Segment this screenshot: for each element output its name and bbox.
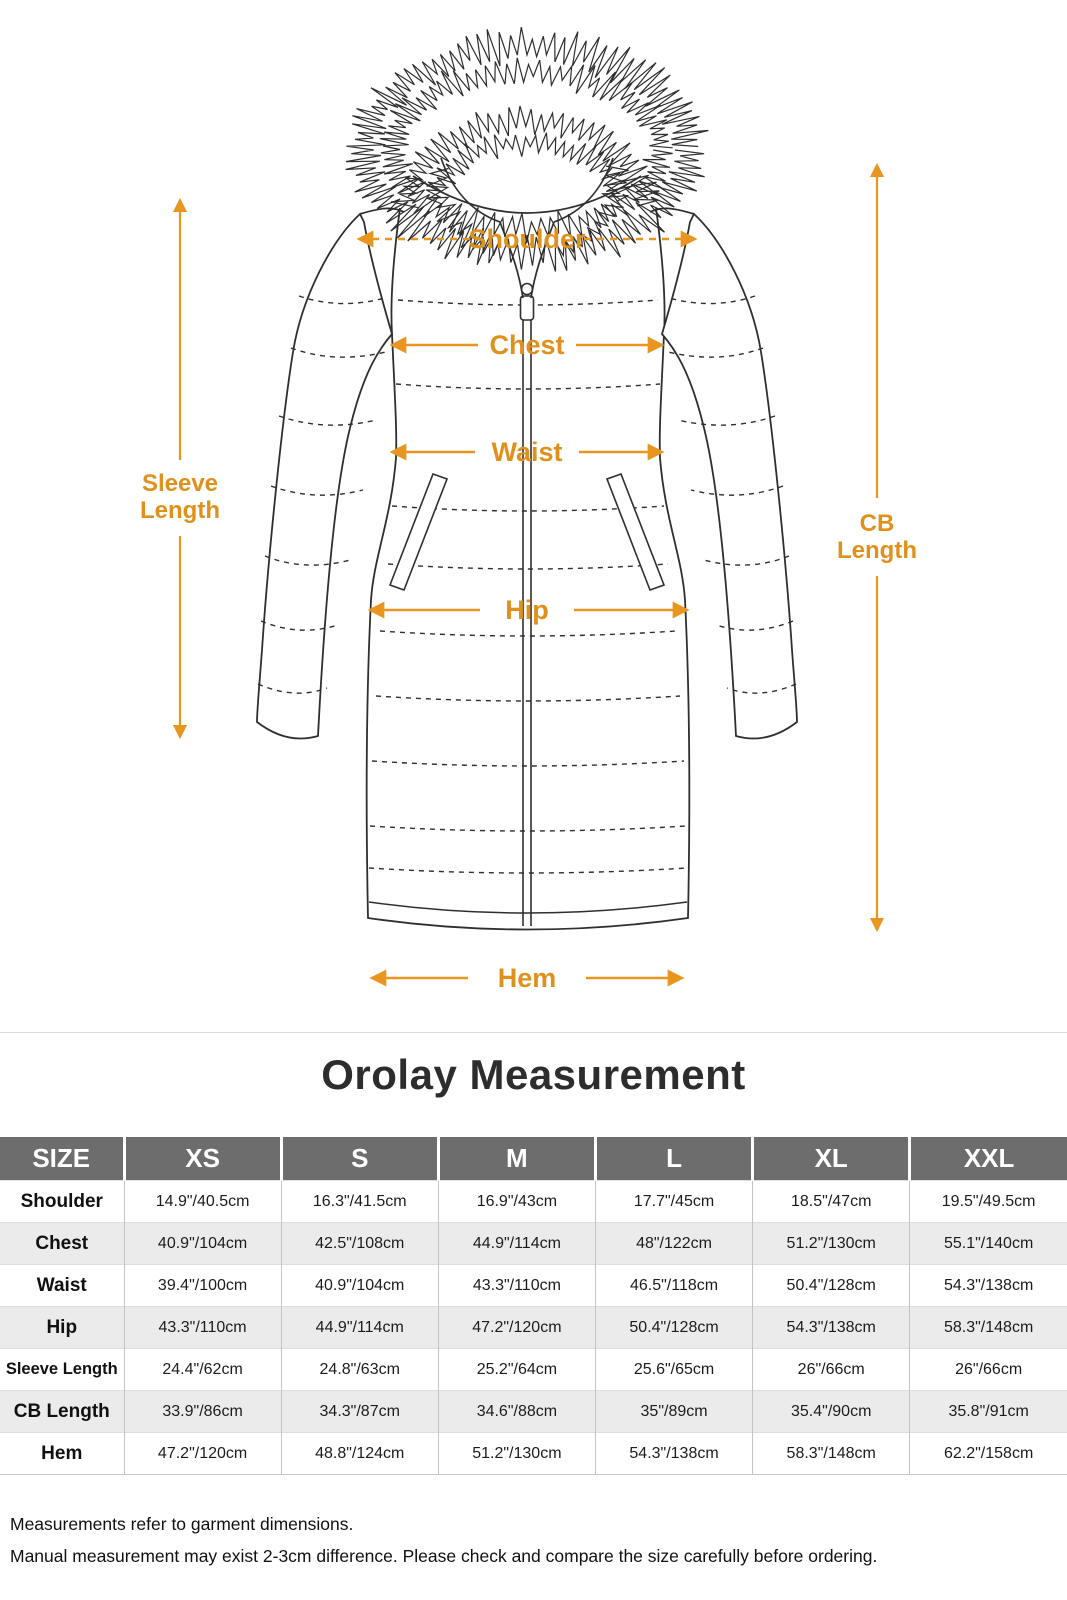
measurement-cell: 58.3"/148cm [753,1433,910,1475]
size-table-header-row [0,1137,1067,1181]
measurement-cell: 16.3"/41.5cm [281,1181,438,1223]
size-header: SIZE [0,1137,124,1181]
measurement-cell: 46.5"/118cm [595,1265,752,1307]
measurement-cell: 19.5"/49.5cm [910,1181,1067,1223]
row-label: CB Length [0,1391,124,1433]
measurement-cell: 54.3"/138cm [753,1307,910,1349]
waist-label: Waist [491,437,563,467]
measurement-cell: 48.8"/124cm [281,1433,438,1475]
title-section [0,1032,1067,1099]
measurement-cell: 34.3"/87cm [281,1391,438,1433]
column-header-l: L [595,1137,752,1181]
measurement-cell: 47.2"/120cm [124,1433,281,1475]
zipper-slider [521,296,534,320]
measurement-cell: 43.3"/110cm [438,1265,595,1307]
measurement-cell: 25.2"/64cm [438,1349,595,1391]
measurement-cell: 26"/66cm [753,1349,910,1391]
measurement-cell: 50.4"/128cm [753,1265,910,1307]
measurement-cell: 17.7"/45cm [595,1181,752,1223]
cb-length-label-2: Length [837,537,917,564]
sleeve-length-label-2: Length [140,497,220,524]
table-row [0,1223,1067,1265]
measurement-cell: 33.9"/86cm [124,1391,281,1433]
measurement-cell: 51.2"/130cm [753,1223,910,1265]
column-header-m: M [438,1137,595,1181]
measurement-cell: 44.9"/114cm [438,1223,595,1265]
row-label: Waist [0,1265,124,1307]
hem-label: Hem [497,963,557,993]
size-table [0,1137,1067,1475]
fur-strand [426,133,633,204]
row-label: Sleeve Length [0,1349,124,1391]
shoulder-label: Shoulder [468,224,586,254]
measurement-cell: 47.2"/120cm [438,1307,595,1349]
measurement-cell: 54.3"/138cm [910,1265,1067,1307]
measurement-cell: 51.2"/130cm [438,1433,595,1475]
column-header-xl: XL [753,1137,910,1181]
measurement-cell: 35.4"/90cm [753,1391,910,1433]
table-row [0,1433,1067,1475]
measurement-cell: 16.9"/43cm [438,1181,595,1223]
row-label: Chest [0,1223,124,1265]
note-line: Measurements refer to garment dimensions. [10,1514,354,1534]
chest-label: Chest [489,330,565,360]
row-label: Shoulder [0,1181,124,1223]
measurement-cell: 44.9"/114cm [281,1307,438,1349]
table-row [0,1181,1067,1223]
row-label: Hip [0,1307,124,1349]
page-title: Orolay Measurement [321,1051,746,1098]
table-row [0,1307,1067,1349]
measurement-cell: 55.1"/140cm [910,1223,1067,1265]
measurement-cell: 35.8"/91cm [910,1391,1067,1433]
measurement-cell: 34.6"/88cm [438,1391,595,1433]
hip-label: Hip [505,595,549,625]
column-header-xs: XS [124,1137,281,1181]
measurement-cell: 35"/89cm [595,1391,752,1433]
table-row [0,1391,1067,1433]
measurement-cell: 24.4"/62cm [124,1349,281,1391]
sleeve-length-label-1: Sleeve [141,470,219,497]
column-header-xxl: XXL [910,1137,1067,1181]
measurement-cell: 43.3"/110cm [124,1307,281,1349]
measurement-cell: 42.5"/108cm [281,1223,438,1265]
measurement-cell: 24.8"/63cm [281,1349,438,1391]
measurement-cell: 48"/122cm [595,1223,752,1265]
cb-length-label-1: CB [859,510,895,537]
table-row [0,1265,1067,1307]
measurement-cell: 50.4"/128cm [595,1307,752,1349]
row-label: Hem [0,1433,124,1475]
table-row [0,1349,1067,1391]
measurement-cell: 40.9"/104cm [124,1223,281,1265]
measurement-cell: 39.4"/100cm [124,1265,281,1307]
measurement-cell: 25.6"/65cm [595,1349,752,1391]
measurement-cell: 40.9"/104cm [281,1265,438,1307]
measurement-cell: 62.2"/158cm [910,1433,1067,1475]
measurement-cell: 18.5"/47cm [753,1181,910,1223]
zipper-pull [522,284,533,295]
column-header-s: S [281,1137,438,1181]
notes [10,1511,1067,1569]
measurement-cell: 58.3"/148cm [910,1307,1067,1349]
measurement-cell: 14.9"/40.5cm [124,1181,281,1223]
measurement-cell: 54.3"/138cm [595,1433,752,1475]
note-line: Manual measurement may exist 2-3cm difference. Please check and compare the size carefully before ordering. [10,1546,878,1566]
measurement-cell: 26"/66cm [910,1349,1067,1391]
